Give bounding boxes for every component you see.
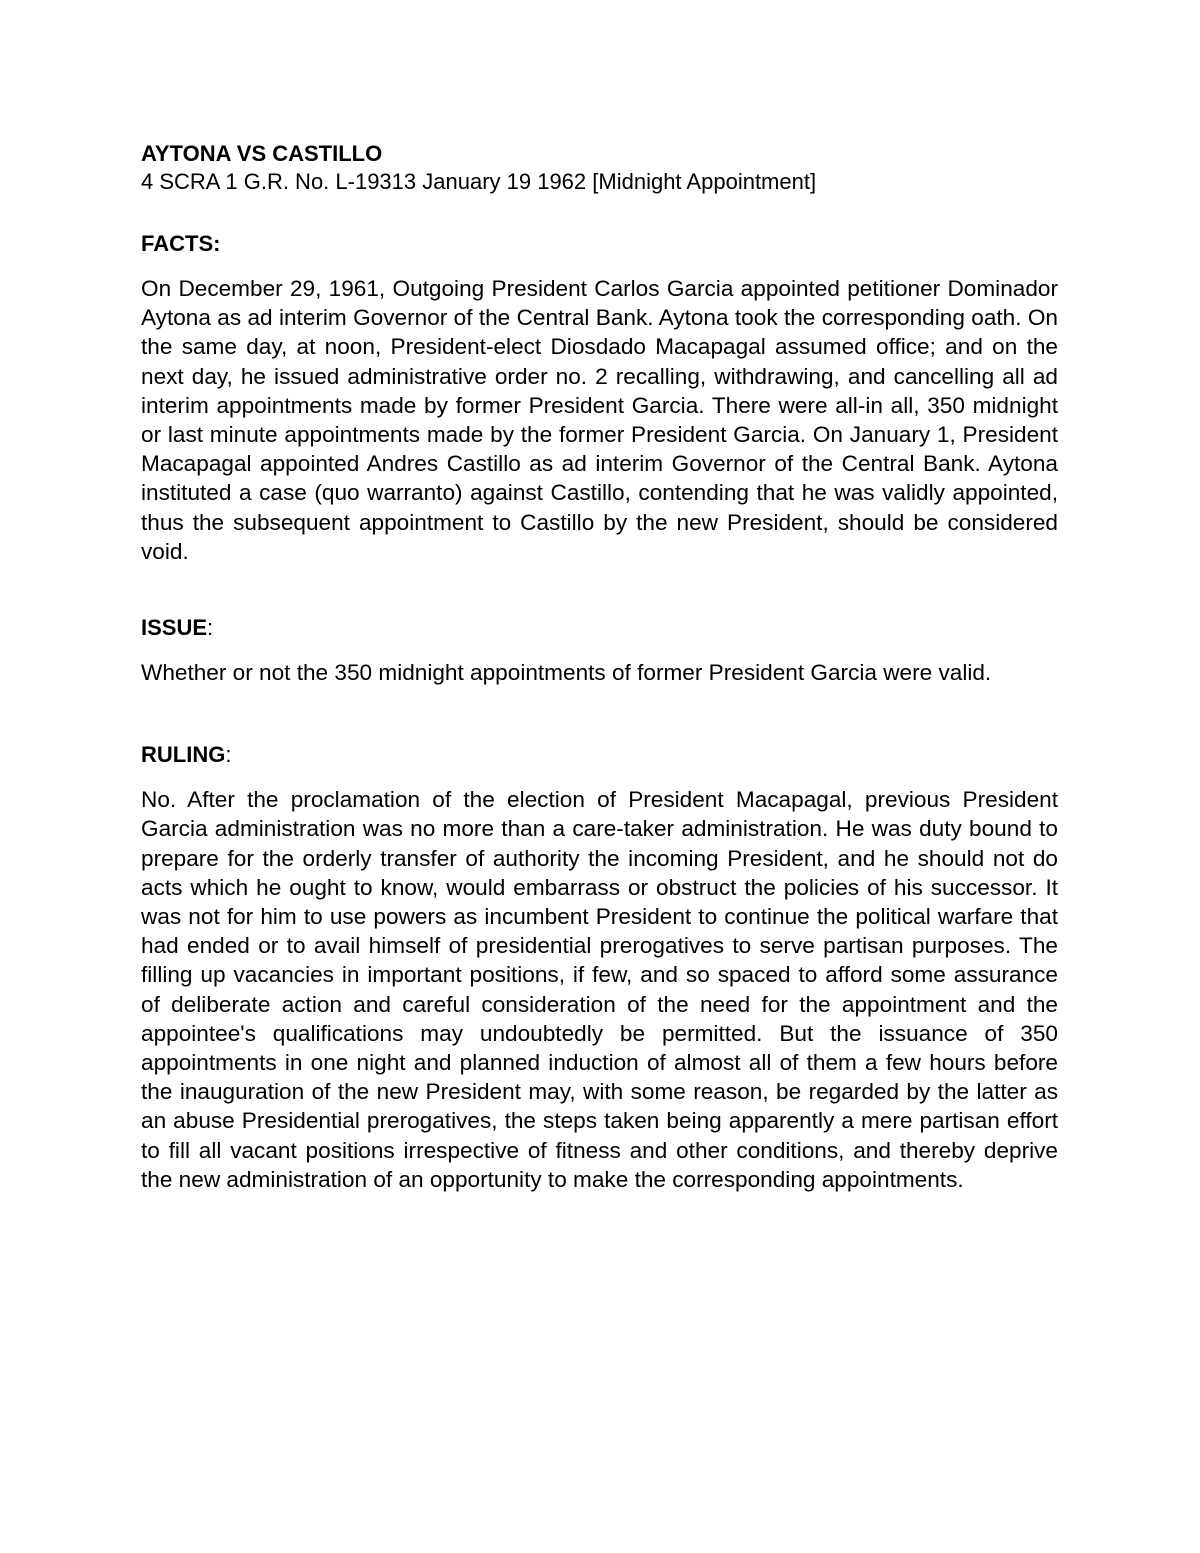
case-title: AYTONA VS CASTILLO [141,141,383,166]
ruling-heading-colon: : [225,742,232,768]
case-citation: 4 SCRA 1 G.R. No. L-19313 January 19 1962 [Midnight Appointment] [141,169,817,194]
facts-heading-label: FACTS [141,231,214,256]
facts-heading [141,230,1058,258]
facts-heading-colon: : [213,231,221,256]
issue-heading-colon: : [207,615,214,641]
ruling-heading [141,741,1058,769]
ruling-heading-label: RULING [141,742,226,768]
document-page [141,140,1058,1194]
issue-body: Whether or not the 350 midnight appointments of former President Garcia were valid. [141,660,992,686]
issue-heading [141,614,1058,642]
issue-heading-label: ISSUE [141,615,208,641]
facts-body: On December 29, 1961, Outgoing President Carlos Garcia appointed petitioner Dominador Aytona as ad interim Governor of the Central Bank. Aytona took the corresponding oath. On the same day, at noon, President-elect Diosdado Macapagal assumed office; and on the next day, he issued administrative order no. 2 recalling, withdrawing, and cancelling all ad interim appointments made by former President Garcia. There were all-in all, 350 midnight or last minute appointments made by the former President Garcia. On January 1, President Macapagal appointed Andres Castillo as ad interim Governor of the Central Bank. Aytona instituted a case (quo warranto) against Castillo, contending that he was validly appointed, thus the subsequent appointment to Castillo by the new President, should be considered void. [141,276,1058,564]
ruling-body: No. After the proclamation of the election of President Macapagal, previous President Garcia administration was no more than a care-taker administration. He was duty bound to prepare for the orderly transfer of authority the incoming President, and he should not do acts which he ought to know, would embarrass or obstruct the policies of his successor. It was not for him to use powers as incumbent President to continue the political warfare that had ended or to avail himself of presidential prerogatives to serve partisan purposes. The filling up vacancies in important positions, if few, and so spaced to afford some assurance of deliberate action and careful consideration of the need for the appointment and the appointee's qualifications may undoubtedly be permitted. But the issuance of 350 appointments in one night and planned induction of almost all of them a few hours before the inauguration of the new President may, with some reason, be regarded by the latter as an abuse Presidential prerogatives, the steps taken being apparently a mere partisan effort to fill all vacant positions irrespective of fitness and other conditions, and thereby deprive the new administration of an opportunity to make the corresponding appointments. [141,787,1058,1192]
